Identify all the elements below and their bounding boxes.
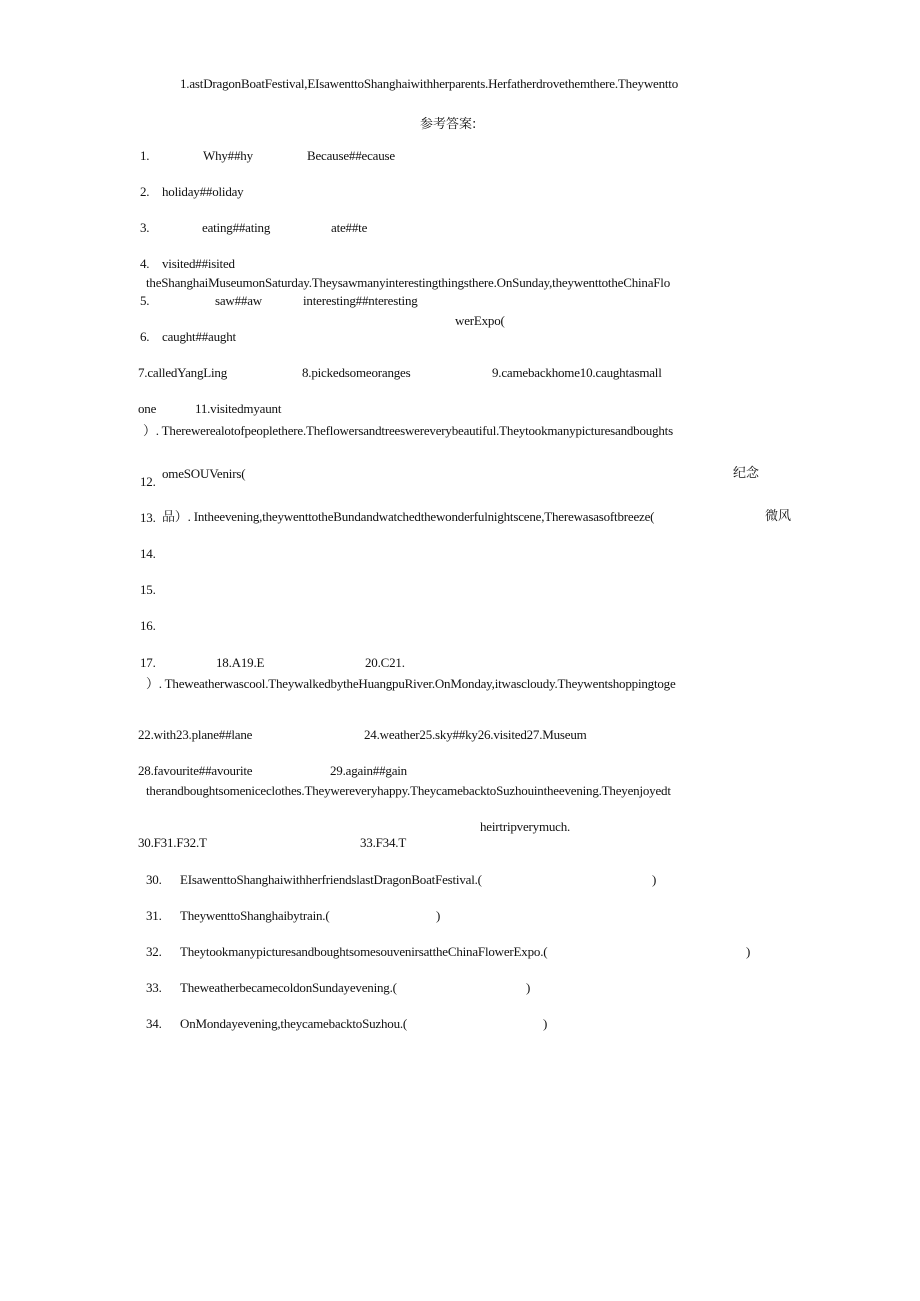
answer-text: ate##te	[331, 220, 368, 235]
passage-line-6: 品）. Intheevening,theywenttotheBundandwatchedthewonderfulnightscene,Therewasasoftbreeze(	[162, 509, 655, 524]
answer-text: 7.calledYangLing	[138, 365, 227, 380]
answer-text: 33.F34.T	[360, 835, 407, 850]
answer-text: visited##isited	[162, 256, 235, 271]
answer-number: 3.	[140, 220, 150, 235]
statement-text: TheweatherbecamecoldonSundayevening.(	[180, 980, 397, 995]
answer-text: 11.visitedmyaunt	[195, 401, 282, 416]
statement-number: 34.	[146, 1016, 162, 1031]
answer-number: 4.	[140, 256, 150, 271]
statement-number: 32.	[146, 944, 162, 959]
passage-line-2: theShanghaiMuseumonSaturday.Theysawmanyinterestingthingsthere.OnSunday,theywenttotheChinaFlo	[146, 275, 671, 290]
statement-number: 31.	[146, 908, 162, 923]
answer-text: eating##ating	[202, 220, 271, 235]
answer-number: 2.	[140, 184, 150, 199]
statement-text: EIsawenttoShanghaiwithherfriendslastDragonBoatFestival.(	[180, 872, 482, 887]
answer-text: saw##aw	[215, 293, 262, 308]
answer-text: 30.F31.F32.T	[138, 835, 207, 850]
passage-line-3: werExpo(	[455, 313, 505, 328]
answer-text: 8.pickedsomeoranges	[302, 365, 411, 380]
answer-blank-close[interactable]: )	[746, 944, 751, 959]
answer-text: 9.camebackhome10.caughtasmall	[492, 365, 662, 380]
answer-number: 15.	[140, 582, 156, 597]
passage-line-4: ）. Therewerealotofpeoplethere.Theflowersandtreeswereverybeautiful.Theytookmanypicturesandboughts	[143, 423, 673, 438]
answer-text: holiday##oliday	[162, 184, 244, 199]
passage-line-5: omeSOUVenirs(	[162, 466, 246, 481]
answer-text: interesting##nteresting	[303, 293, 418, 308]
answer-text: caught##aught	[162, 329, 236, 344]
passage-line-1: 1.astDragonBoatFestival,EIsawenttoShanghaiwithherparents.Herfatherdrovethemthere.Theywentto	[180, 76, 679, 91]
chinese-gloss: 微风	[765, 509, 792, 524]
answer-number: 5.	[140, 293, 150, 308]
answer-text: 29.again##gain	[330, 763, 407, 778]
answer-number: 13.	[140, 510, 156, 525]
answer-blank-close[interactable]: )	[652, 872, 657, 887]
statement-text: TheywenttoShanghaibytrain.(	[180, 908, 330, 923]
statement-number: 30.	[146, 872, 162, 887]
answer-text: 28.favourite##avourite	[138, 763, 253, 778]
answer-number: 6.	[140, 329, 150, 344]
answer-text: 18.A19.E	[216, 655, 265, 670]
passage-line-8: therandboughtsomeniceclothes.Theywereveryhappy.TheycamebacktoSuzhouintheevening.Theyenjoyedt	[146, 783, 671, 798]
answer-blank-close[interactable]: )	[543, 1016, 548, 1031]
answer-text: 24.weather25.sky##ky26.visited27.Museum	[364, 727, 587, 742]
answer-number: 17.	[140, 655, 156, 670]
answer-text: Because##ecause	[307, 148, 395, 163]
chinese-gloss: 纪念	[733, 466, 760, 481]
answer-text: 22.with23.plane##lane	[138, 727, 253, 742]
answer-key-title: 参考答案:	[420, 117, 477, 132]
answer-text: one	[138, 401, 157, 416]
answer-number: 12.	[140, 474, 156, 489]
passage-line-7: ）. Theweatherwascool.TheywalkedbytheHuangpuRiver.OnMonday,itwascloudy.Theywentshoppingtoge	[146, 676, 676, 691]
answer-blank-close[interactable]: )	[526, 980, 531, 995]
passage-line-9: heirtripverymuch.	[480, 819, 571, 834]
answer-number: 16.	[140, 618, 156, 633]
statement-text: TheytookmanypicturesandboughtsomesouvenirsattheChinaFlowerExpo.(	[180, 944, 548, 959]
statement-text: OnMondayevening,theycamebacktoSuzhou.(	[180, 1016, 408, 1031]
statement-number: 33.	[146, 980, 162, 995]
answer-text: 20.C21.	[365, 655, 405, 670]
answer-text: Why##hy	[203, 148, 253, 163]
answer-number: 1.	[140, 148, 150, 163]
answer-blank-close[interactable]: )	[436, 908, 441, 923]
answer-number: 14.	[140, 546, 156, 561]
